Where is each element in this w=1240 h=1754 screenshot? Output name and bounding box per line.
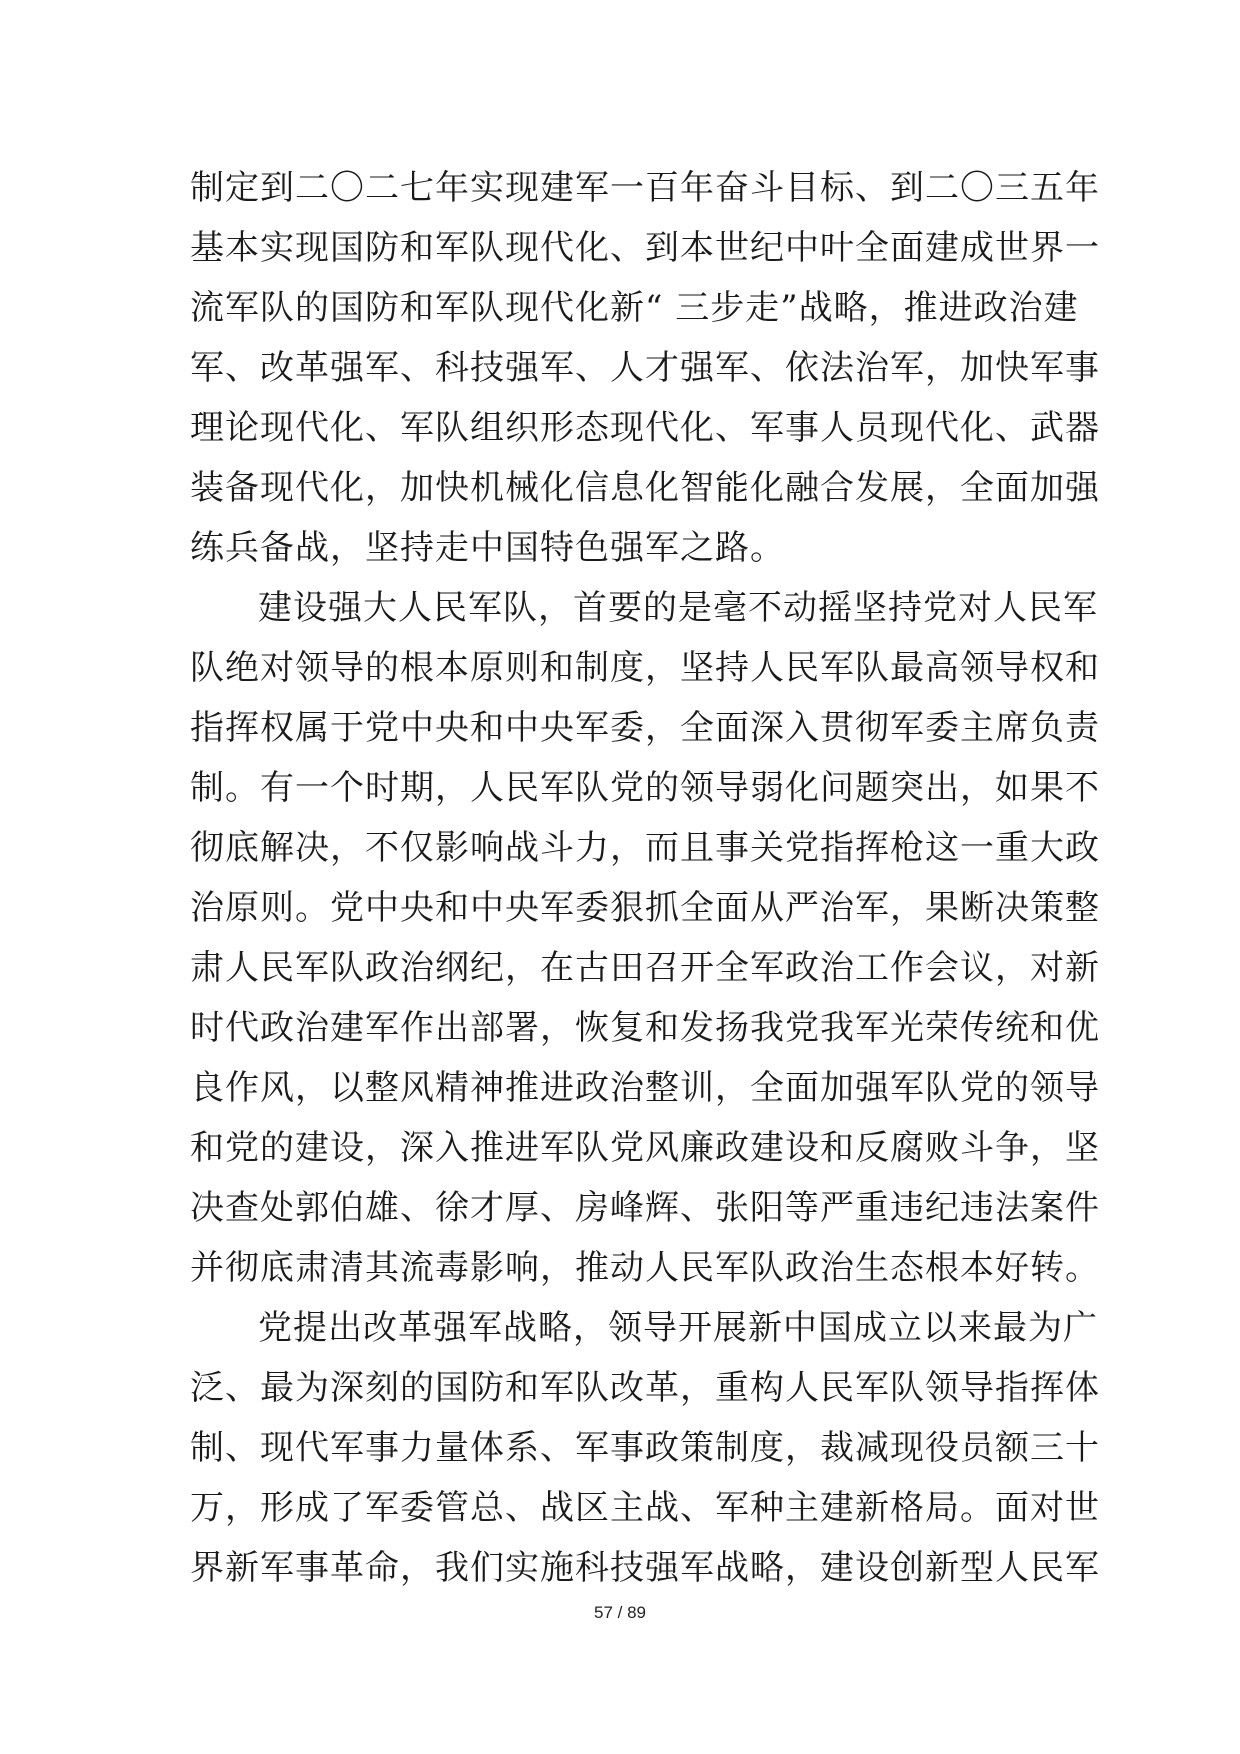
paragraph-1-line-3: 流军队的国防和军队现代化新“ 三步走”战略，推进政治建 — [190, 288, 1079, 328]
paragraph-2-line-7: 肃人民军队政治纲纪，在古田召开全军政治工作会议，对新 — [190, 948, 1100, 988]
paragraph-2-line-6: 治原则。党中央和中央军委狠抓全面从严治军，果断决策整 — [190, 888, 1100, 928]
paragraph-1-line-2: 基本实现国防和军队现代化、到本世纪中叶全面建成世界一 — [190, 228, 1100, 268]
paragraph-2-line-1: 建设强大人民军队，首要的是毫不动摇坚持党对人民军 — [258, 588, 1098, 628]
paragraph-2-line-5: 彻底解决，不仅影响战斗力，而且事关党指挥枪这一重大政 — [190, 828, 1100, 868]
paragraph-3-line-4: 万，形成了军委管总、战区主战、军种主建新格局。面对世 — [190, 1488, 1100, 1528]
paragraph-2-line-9: 良作风，以整风精神推进政治整训，全面加强军队党的领导 — [190, 1068, 1100, 1108]
paragraph-2-line-3: 指挥权属于党中央和中央军委，全面深入贯彻军委主席负责 — [190, 708, 1100, 748]
paragraph-3-line-1: 党提出改革强军战略，领导开展新中国成立以来最为广 — [258, 1308, 1098, 1348]
paragraph-2-line-11: 决查处郭伯雄、徐才厚、房峰辉、张阳等严重违纪违法案件 — [190, 1188, 1100, 1228]
paragraph-3-line-2: 泛、最为深刻的国防和军队改革，重构人民军队领导指挥体 — [190, 1368, 1100, 1408]
paragraph-1-line-4: 军、改革强军、科技强军、人才强军、依法治军，加快军事 — [190, 348, 1100, 388]
paragraph-2-line-12: 并彻底肃清其流毒影响，推动人民军队政治生态根本好转。 — [190, 1248, 1100, 1288]
paragraph-2-line-10: 和党的建设，深入推进军队党风廉政建设和反腐败斗争，坚 — [190, 1128, 1100, 1168]
paragraph-3-line-3: 制、现代军事力量体系、军事政策制度，裁减现役员额三十 — [190, 1428, 1100, 1468]
paragraph-2-line-4: 制。有一个时期，人民军队党的领导弱化问题突出，如果不 — [190, 768, 1100, 808]
paragraph-1-line-5: 理论现代化、军队组织形态现代化、军事人员现代化、武器 — [190, 408, 1100, 448]
body-text — [190, 158, 1100, 1598]
paragraph-2-line-8: 时代政治建军作出部署，恢复和发扬我党我军光荣传统和优 — [190, 1008, 1100, 1048]
page-number: 57 / 89 — [594, 1603, 646, 1622]
paragraph-3-line-5: 界新军事革命，我们实施科技强军战略，建设创新型人民军 — [190, 1548, 1100, 1588]
paragraph-1-line-1: 制定到二〇二七年实现建军一百年奋斗目标、到二〇三五年 — [190, 168, 1100, 208]
paragraph-2-line-2: 队绝对领导的根本原则和制度，坚持人民军队最高领导权和 — [190, 648, 1100, 688]
paragraph-1-line-7: 练兵备战，坚持走中国特色强军之路。 — [190, 528, 785, 568]
paragraph-1-line-6: 装备现代化，加快机械化信息化智能化融合发展，全面加强 — [190, 468, 1100, 508]
